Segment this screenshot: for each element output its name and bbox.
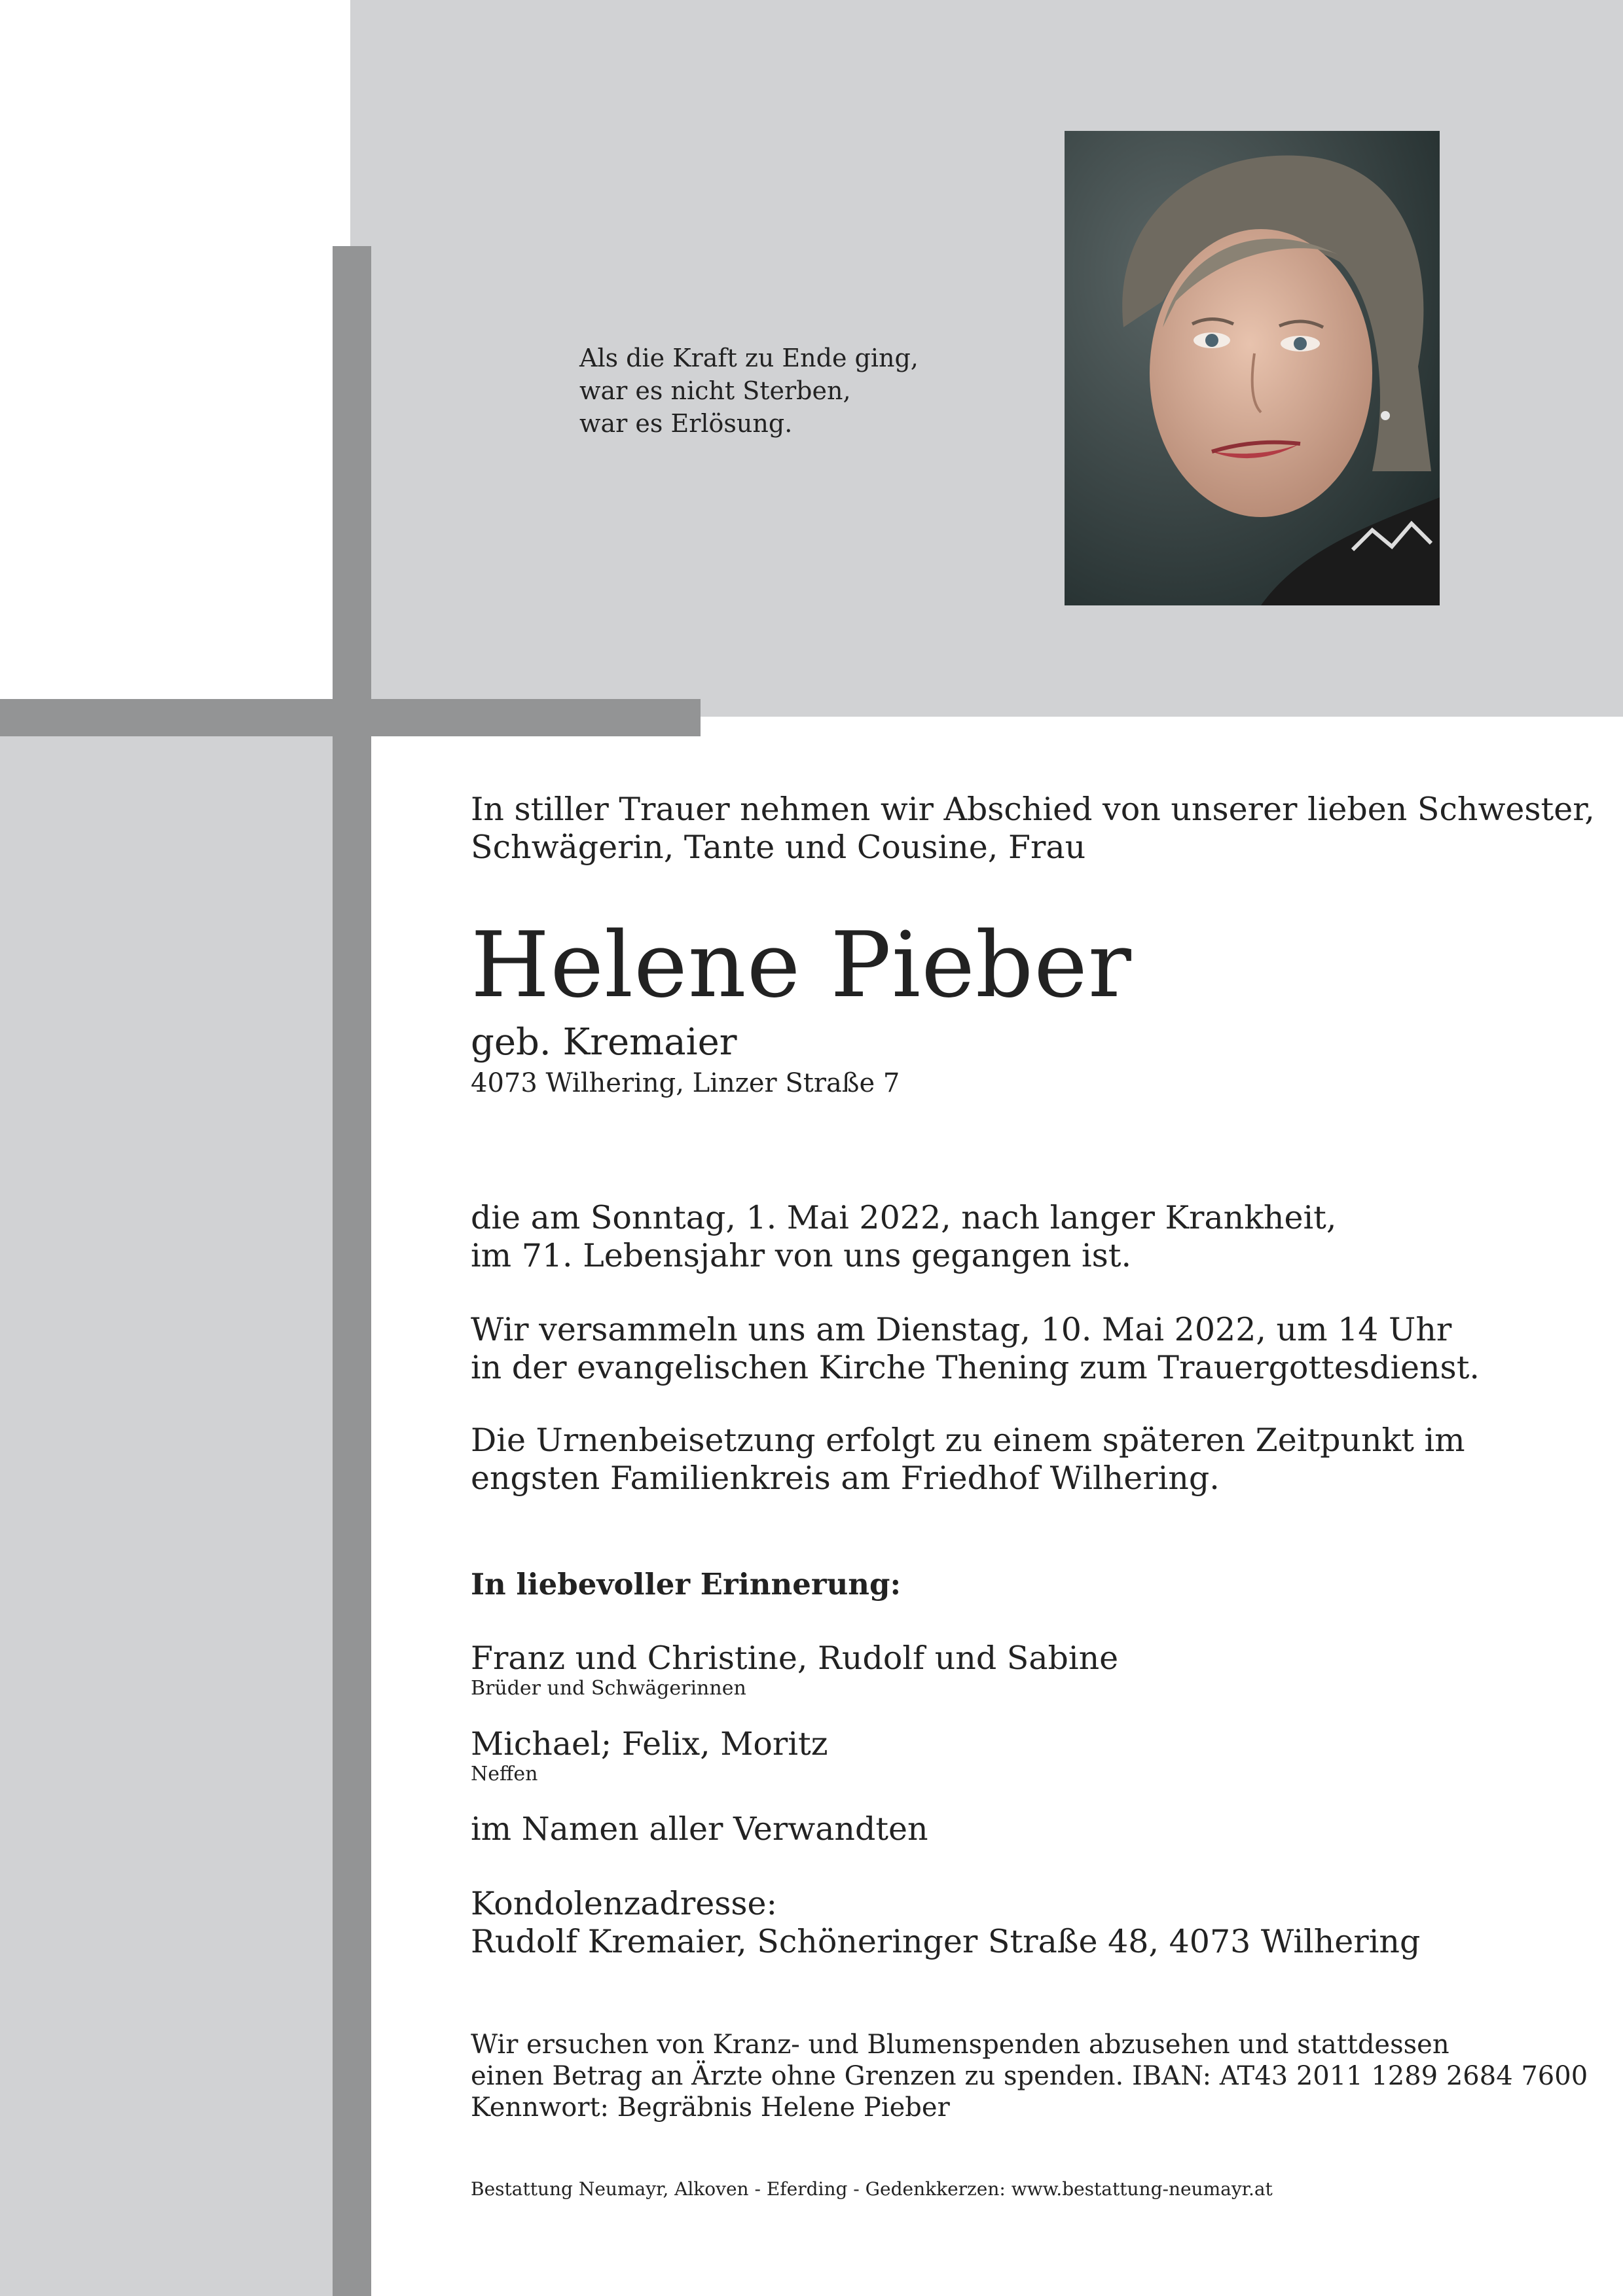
- mourner-relation: Neffen: [471, 1763, 538, 1785]
- paragraph-line: Wir versammeln uns am Dienstag, 10. Mai 2022, um 14 Uhr: [471, 1311, 1452, 1348]
- condolence-address: Rudolf Kremaier, Schöneringer Straße 48, 4073 Wilhering: [471, 1923, 1421, 1960]
- portrait-image: [1065, 131, 1440, 605]
- donation-note: [471, 2029, 1588, 2123]
- paragraph-line: Die Urnenbeisetzung erfolgt zu einem späteren Zeitpunkt im: [471, 1422, 1465, 1459]
- mourner-relation: Brüder und Schwägerinnen: [471, 1677, 746, 1700]
- footer-text: Bestattung Neumayr, Alkoven - Eferding - Gedenkkerzen: www.bestattung-neumayr.at: [471, 2178, 1273, 2200]
- left-gray-panel: [0, 736, 350, 2296]
- deceased-address: 4073 Wilhering, Linzer Straße 7: [471, 1068, 900, 1098]
- burial-paragraph: [471, 1422, 1465, 1498]
- intro-line: In stiller Trauer nehmen wir Abschied von unserer lieben Schwester,: [471, 791, 1595, 828]
- intro-text: [471, 791, 1595, 867]
- note-line: Wir ersuchen von Kranz- und Blumenspenden abzusehen und stattdessen: [471, 2030, 1450, 2060]
- mourner-names: Michael; Felix, Moritz: [471, 1725, 828, 1763]
- intro-line: Schwägerin, Tante und Cousine, Frau: [471, 829, 1086, 866]
- paragraph-line: im 71. Lebensjahr von uns gegangen ist.: [471, 1237, 1132, 1274]
- note-line: einen Betrag an Ärzte ohne Grenzen zu spenden. IBAN: AT43 2011 1289 2684 7600: [471, 2061, 1588, 2091]
- deceased-name: Helene Pieber: [471, 912, 1132, 1018]
- paragraph-line: die am Sonntag, 1. Mai 2022, nach langer Krankheit,: [471, 1199, 1337, 1236]
- condolence-label: Kondolenzadresse:: [471, 1885, 778, 1922]
- quote-line: war es nicht Sterben,: [579, 376, 851, 405]
- cross-horizontal-bar: [0, 699, 701, 736]
- portrait-photo: [1065, 131, 1440, 605]
- paragraph-line: in der evangelischen Kirche Thening zum Trauergottesdienst.: [471, 1349, 1480, 1386]
- condolence-block: [471, 1885, 1420, 1961]
- mourner-names: Franz und Christine, Rudolf und Sabine: [471, 1640, 1119, 1677]
- quote-line: Als die Kraft zu Ende ging,: [579, 344, 919, 372]
- quote-line: war es Erlösung.: [579, 409, 793, 438]
- note-line: Kennwort: Begräbnis Helene Pieber: [471, 2092, 950, 2123]
- maiden-name: geb. Kremaier: [471, 1021, 737, 1064]
- quote-block: [579, 342, 919, 440]
- cross-vertical-bar: [333, 246, 371, 2296]
- death-paragraph: [471, 1199, 1336, 1275]
- relatives-line: im Namen aller Verwandten: [471, 1810, 928, 1848]
- paragraph-line: engsten Familienkreis am Friedhof Wilhering.: [471, 1460, 1220, 1497]
- memory-heading: In liebevoller Erinnerung:: [471, 1567, 902, 1602]
- service-paragraph: [471, 1311, 1480, 1387]
